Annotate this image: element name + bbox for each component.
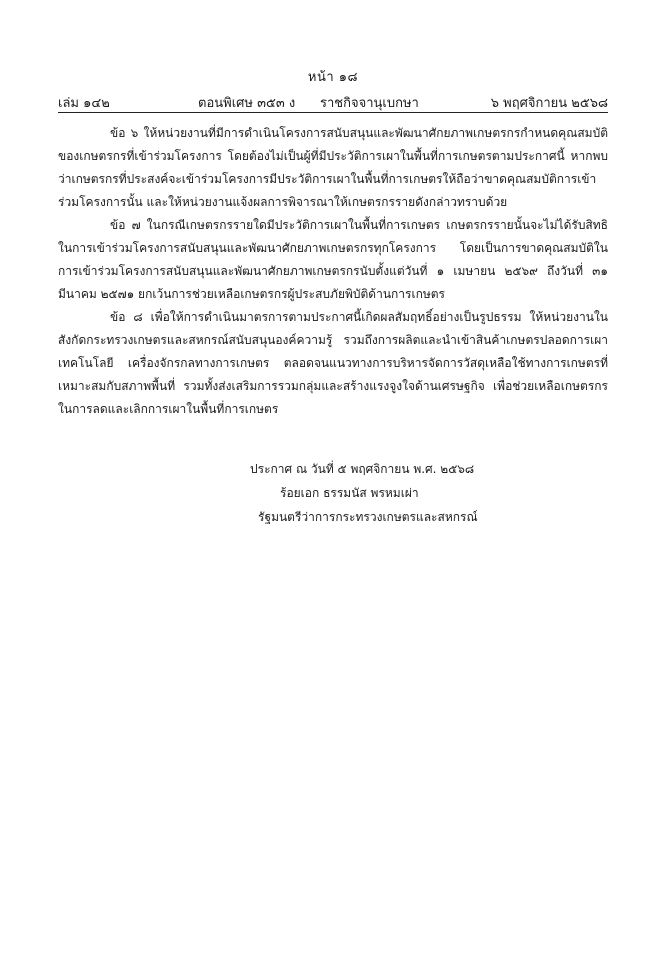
document-body [58, 122, 608, 421]
publication-date: ๖ พฤศจิกายน ๒๕๖๘ [490, 96, 608, 111]
header-divider [58, 112, 608, 113]
clause-8-text: ข้อ ๘ เพื่อให้การดำเนินมาตรการตามประกาศนี้เกิดผลสัมฤทธิ์อย่างเป็นรูปธรรม ให้หน่วยงานในสังกัดกระทรวงเกษตรและสหกรณ์สนับสนุนองค์ความรู้ รวมถึงการผลิตและนำเข้าสินค้าเกษตรปลอดการเผา เทคโนโลยี เครื่องจักรกลทางการเกษตร ตลอดจนแนวทางการบริหารจัดการวัสดุเหลือใช้ทางการเกษตรที่เหมาะสมกับสภาพพื้นที่ รวมทั้งส่งเสริมการรวมกลุ่มและสร้างแรงจูงใจด้านเศรษฐกิจ เพื่อช่วยเหลือเกษตรกรในการลดและเลิกการเผาในพื้นที่การเกษตร [58, 310, 608, 416]
volume-label: เล่ม ๑๔๒ [58, 96, 110, 111]
clause-6 [58, 122, 608, 214]
clause-7-text: ข้อ ๗ ในกรณีเกษตรกรรายใดมีประวัติการเผาในพื้นที่การเกษตร เกษตรกรรายนั้นจะไม่ได้รับสิทธิในการเข้าร่วมโครงการสนับสนุนและพัฒนาศักยภาพเกษตรกรทุกโครงการ โดยเป็นการขาดคุณสมบัติในการเข้าร่วมโครงการสนับสนุนและพัฒนาศักยภาพเกษตรกรนับตั้งแต่วันที่ ๑ เมษายน ๒๕๖๙ ถึงวันที่ ๓๑ มีนาคม ๒๕๗๑ ยกเว้นการช่วยเหลือเกษตรกรผู้ประสบภัยพิบัติด้านการเกษตร [58, 218, 608, 301]
page-number: หน้า ๑๘ [307, 70, 359, 85]
signer-position: รัฐมนตรีว่าการกระทรวงเกษตรและสหกรณ์ [258, 510, 478, 524]
signer-name: ร้อยเอก ธรรมนัส พรหมเผ่า [280, 486, 419, 500]
gazette-header [58, 92, 608, 110]
gazette-name: ราชกิจจานุเบกษา [320, 96, 419, 111]
announcement-date: ประกาศ ณ วันที่ ๕ พฤศจิกายน พ.ศ. ๒๕๖๘ [250, 462, 475, 476]
clause-7 [58, 214, 608, 306]
clause-8 [58, 306, 608, 421]
signature-block [250, 457, 550, 529]
issue-label: ตอนพิเศษ ๓๕๓ ง [198, 96, 296, 111]
clause-6-text: ข้อ ๖ ให้หน่วยงานที่มีการดำเนินโครงการสนับสนุนและพัฒนาศักยภาพเกษตรกรกำหนดคุณสมบัติของเกษตรกรที่เข้าร่วมโครงการ โดยต้องไม่เป็นผู้ที่มีประวัติการเผาในพื้นที่การเกษตรตามประกาศนี้ หากพบว่าเกษตรกรที่ประสงค์จะเข้าร่วมโครงการมีประวัติการเผาในพื้นที่การเกษตรให้ถือว่าขาดคุณสมบัติการเข้าร่วมโครงการนั้น และให้หน่วยงานแจ้งผลการพิจารณาให้เกษตรกรรายดังกล่าวทราบด้วย [58, 126, 608, 209]
